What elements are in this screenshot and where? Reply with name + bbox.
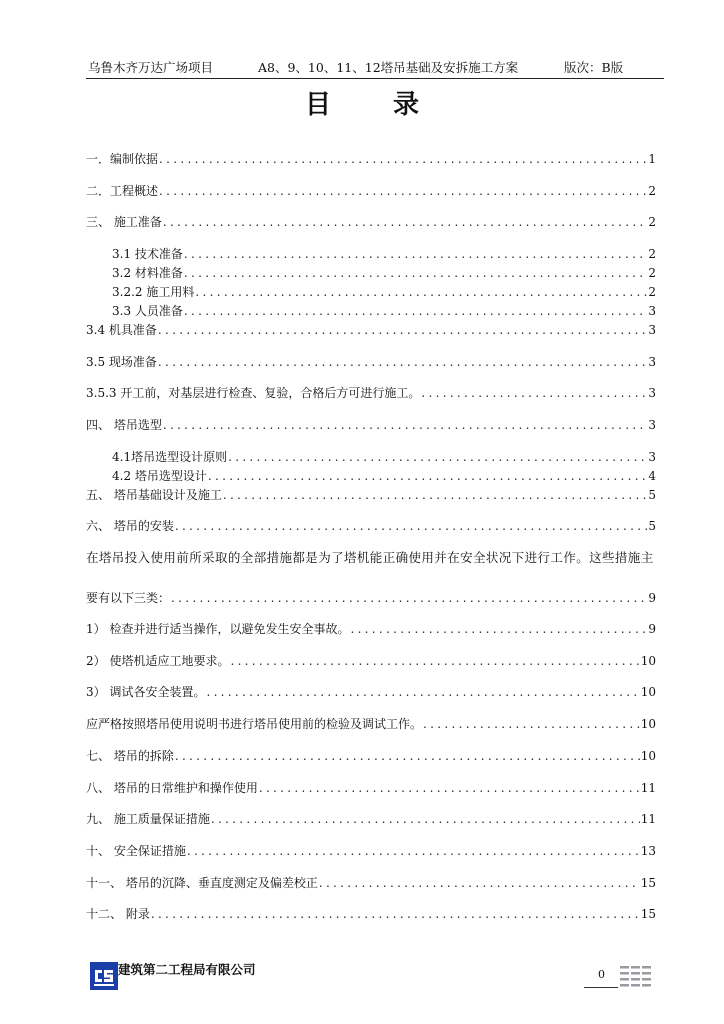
toc-entry[interactable]	[86, 183, 656, 199]
toc-entry-label: 3.1 技术准备	[112, 247, 183, 261]
footer-divider	[584, 987, 618, 988]
toc-entry-page: 15	[640, 876, 656, 890]
toc-entry[interactable]	[86, 811, 656, 827]
toc-entry-page: 5	[648, 519, 656, 533]
toc-entry[interactable]	[112, 449, 656, 465]
toc-entry-page: 3	[648, 450, 656, 464]
toc-entry-page: 3	[648, 355, 656, 369]
toc-entry-label: 应严格按照塔吊使用说明书进行塔吊使用前的检验及调试工作。	[86, 717, 423, 731]
toc-entry-label: 四、 塔吊选型	[86, 418, 162, 432]
toc-entry[interactable]	[86, 385, 656, 401]
header-project: 乌鲁木齐万达广场项目	[88, 60, 214, 75]
decorative-stripes-icon	[618, 964, 652, 992]
toc-entry-page: 2	[648, 215, 656, 229]
toc-entry-page: 3	[648, 304, 656, 318]
toc-entry[interactable]	[86, 322, 656, 338]
toc-entry-page: 9	[648, 591, 656, 605]
page-number: 0	[598, 968, 605, 981]
toc-entry-page: 2	[648, 184, 656, 198]
toc-entry-label: 五、 塔吊基础设计及施工	[86, 488, 222, 502]
toc-entry-page: 1	[648, 152, 656, 166]
toc-entry-page: 9	[648, 622, 656, 636]
toc-entry-label: 3.3 人员准备	[112, 304, 183, 318]
toc-entry[interactable]	[86, 151, 656, 167]
toc-entry-page: 10	[640, 749, 656, 763]
toc-entry-label: 3.5 现场准备	[86, 355, 157, 369]
toc-entry-label: 3） 调试各安全装置。	[86, 685, 206, 699]
toc-entry-label: 要有以下三类：	[86, 591, 171, 605]
toc-entry[interactable]	[86, 684, 656, 700]
toc-entry-label: 3.4 机具准备	[86, 323, 157, 337]
toc-entry[interactable]	[86, 590, 656, 606]
page-header	[86, 54, 664, 79]
toc-entry[interactable]	[86, 214, 656, 230]
toc-entry-label: 二．工程概述	[86, 184, 159, 198]
toc-entry-page: 10	[640, 717, 656, 731]
toc-entry[interactable]	[86, 875, 656, 891]
toc-entry-page: 4	[648, 469, 656, 483]
cscec-logo-icon	[90, 962, 118, 990]
toc-entry-label: 1） 检查并进行适当操作，以避免发生安全事故。	[86, 622, 350, 636]
toc-entry-label: 八、 塔吊的日常维护和操作使用	[86, 781, 258, 795]
toc-entry-label: 3.5.3 开工前，对基层进行检查、复验，合格后方可进行施工。	[86, 386, 421, 400]
toc-entry-page: 3	[648, 386, 656, 400]
toc-entry-page: 2	[648, 247, 656, 261]
toc-entry-page: 13	[640, 844, 656, 858]
toc-entry[interactable]	[112, 468, 656, 484]
header-version: 版次：B版	[564, 60, 624, 75]
toc-entry-label: 3.2 材料准备	[112, 266, 183, 280]
toc-entry-page: 2	[648, 285, 656, 299]
toc-entry-label: 4.1塔吊选型设计原则	[112, 450, 228, 464]
toc-entry-label: 十二、 附录	[86, 907, 150, 921]
toc-entry[interactable]	[86, 653, 656, 669]
toc-entry-page: 2	[648, 266, 656, 280]
toc-entry[interactable]	[86, 417, 656, 433]
toc-entry[interactable]	[86, 518, 656, 534]
toc-entry[interactable]	[86, 354, 656, 370]
toc-entry-page: 10	[640, 654, 656, 668]
page-title: 目录	[304, 90, 481, 120]
toc-entry-label: 十一、 塔吊的沉降、垂直度测定及偏差校正	[86, 876, 318, 890]
toc-entry[interactable]	[86, 843, 656, 859]
toc-entry[interactable]	[112, 284, 656, 300]
toc-entry-page: 15	[640, 907, 656, 921]
toc-entry-label: 三、 施工准备	[86, 215, 162, 229]
toc-entry[interactable]	[112, 303, 656, 319]
footer-company: 建筑第二工程局有限公司	[118, 962, 256, 977]
toc-entry-label: 六、 塔吊的安装	[86, 519, 174, 533]
toc-entry-label: 2） 使塔机适应工地要求。	[86, 654, 230, 668]
toc-entry-label: 一．编制依据	[86, 152, 159, 166]
toc-entry-page: 3	[648, 323, 656, 337]
toc-entry[interactable]	[86, 487, 656, 503]
toc-entry[interactable]	[86, 716, 656, 732]
body-paragraph: 在塔吊投入使用前所采取的全部措施都是为了塔机能正确使用并在安全状况下进行工作。这些措施主	[86, 550, 654, 565]
toc-entry[interactable]	[112, 246, 656, 262]
toc-entry[interactable]	[86, 906, 656, 922]
header-document-title: A8、9、10、11、12塔吊基础及安拆施工方案	[258, 60, 519, 75]
toc-entry-page: 11	[640, 812, 656, 826]
toc-entry[interactable]	[86, 748, 656, 764]
toc-entry[interactable]	[86, 621, 656, 637]
toc-entry-page: 11	[640, 781, 656, 795]
toc-entry-page: 5	[648, 488, 656, 502]
toc-entry[interactable]	[112, 265, 656, 281]
toc-entry-label: 九、 施工质量保证措施	[86, 812, 210, 826]
toc-entry-label: 3.2.2 施工用料	[112, 285, 195, 299]
toc-entry-label: 十、 安全保证措施	[86, 844, 186, 858]
toc-entry-label: 4.2 塔吊选型设计	[112, 469, 207, 483]
toc-entry[interactable]	[86, 780, 656, 796]
toc-entry-page: 3	[648, 418, 656, 432]
toc-entry-label: 七、 塔吊的拆除	[86, 749, 174, 763]
toc-entry-page: 10	[640, 685, 656, 699]
